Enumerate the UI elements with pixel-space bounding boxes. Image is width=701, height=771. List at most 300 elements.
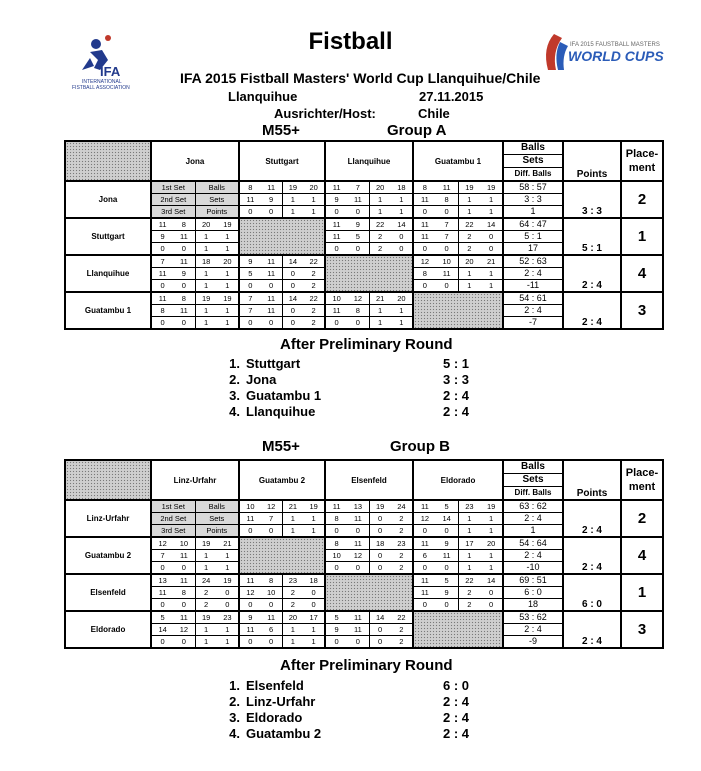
match-value: 20 xyxy=(397,294,406,303)
ranking-score: 3 : 3 xyxy=(442,372,469,387)
match-value: 14 xyxy=(288,257,298,266)
set-label-row xyxy=(152,513,238,525)
match-value: 0 xyxy=(311,600,316,609)
self-match-hatch xyxy=(413,611,503,648)
match-value: 1 xyxy=(290,514,295,523)
match-value: 22 xyxy=(397,613,406,622)
match-value: 19 xyxy=(201,613,211,622)
summary-balls: 64 : 47 xyxy=(504,219,562,231)
match-line xyxy=(240,182,324,194)
metric-label: Sets xyxy=(196,513,239,524)
match-line xyxy=(326,525,412,536)
host-label: Ausrichter/Host: xyxy=(274,106,376,121)
match-value: 2 xyxy=(311,269,316,278)
match-value: 0 xyxy=(160,600,165,609)
match-value: 0 xyxy=(173,562,195,573)
match-value: 1 xyxy=(204,232,209,241)
page-title: Fistball xyxy=(308,28,393,55)
match-line xyxy=(240,501,324,513)
column-header-team: Guatambu 1 xyxy=(413,141,503,181)
match-line xyxy=(152,293,238,305)
match-cell xyxy=(151,292,239,329)
match-value: 0 xyxy=(173,280,195,291)
match-cell xyxy=(151,574,239,611)
match-value: 10 xyxy=(332,294,341,303)
ranking-team: Elsenfeld xyxy=(246,678,304,693)
match-value: 21 xyxy=(223,539,232,548)
metric-label: Points xyxy=(196,525,239,536)
match-value: 5 xyxy=(347,231,369,242)
diff-balls-header: Diff. Balls xyxy=(514,488,552,497)
match-value: 12 xyxy=(173,624,195,635)
match-value: 22 xyxy=(309,257,318,266)
match-value: 2 xyxy=(467,244,472,253)
match-value: 2 xyxy=(467,600,472,609)
ranking-score: 6 : 0 xyxy=(442,678,469,693)
summary-cell xyxy=(503,574,563,611)
match-value: 0 xyxy=(311,588,316,597)
ranking-team: Linz-Urfahr xyxy=(246,694,316,709)
ranking-team: Stuttgart xyxy=(246,356,301,371)
ifa-logo-text: IFA xyxy=(100,64,121,79)
match-value: 23 xyxy=(288,576,298,585)
match-value: 22 xyxy=(465,576,474,585)
match-value: 1 xyxy=(311,195,316,204)
match-cell xyxy=(239,574,325,611)
match-value: 10 xyxy=(261,587,283,598)
group-b-after-round-title: After Preliminary Round xyxy=(280,657,453,674)
match-value: 2 xyxy=(399,625,404,634)
match-value: 0 xyxy=(290,318,295,327)
ranking-row xyxy=(214,694,486,710)
match-value: 5 xyxy=(436,501,459,512)
match-value: 1 xyxy=(204,625,209,634)
summary-diff: -11 xyxy=(526,280,540,290)
ranking-row xyxy=(214,356,486,372)
match-value: 1 xyxy=(489,281,494,290)
match-value: 0 xyxy=(248,526,253,535)
match-line xyxy=(152,280,238,291)
match-value: 10 xyxy=(436,256,459,267)
match-value: 1 xyxy=(378,318,383,327)
match-value: 1 xyxy=(467,207,472,216)
match-value: 14 xyxy=(436,513,459,524)
match-value: 1 xyxy=(489,514,494,523)
match-value: 1 xyxy=(225,637,230,646)
match-value: 14 xyxy=(158,625,167,634)
match-value: 0 xyxy=(160,637,165,646)
match-value: 0 xyxy=(248,600,253,609)
match-value: 0 xyxy=(436,562,459,573)
summary-sets: 2 : 4 xyxy=(504,305,562,317)
balls-sets-header xyxy=(503,460,563,500)
points-value: 2 : 4 xyxy=(563,255,621,292)
match-value: 11 xyxy=(420,576,429,585)
match-value: 18 xyxy=(397,183,406,192)
match-value: 1 xyxy=(467,269,472,278)
summary-balls: 53 : 62 xyxy=(504,612,562,624)
match-value: 11 xyxy=(261,305,283,316)
match-value: 1 xyxy=(225,281,230,290)
match-line xyxy=(414,525,502,536)
match-value: 1 xyxy=(399,318,404,327)
match-value: 1 xyxy=(290,526,295,535)
points-value: 3 : 3 xyxy=(563,181,621,218)
match-cell xyxy=(325,611,413,648)
match-value: 11 xyxy=(332,183,341,192)
summary-cell xyxy=(503,218,563,255)
match-value: 11 xyxy=(246,576,255,585)
points-value: 2 : 4 xyxy=(563,292,621,329)
match-line xyxy=(152,231,238,243)
group-a-category: M55+ xyxy=(262,122,300,139)
match-value: 20 xyxy=(201,220,211,229)
wc-logo-line2: WORLD CUPS xyxy=(568,48,664,64)
match-value: 0 xyxy=(436,243,459,254)
match-line xyxy=(240,599,324,610)
points-value: 6 : 0 xyxy=(563,574,621,611)
match-line xyxy=(240,317,324,328)
match-cell xyxy=(413,500,503,537)
match-line xyxy=(414,256,502,268)
match-value: 1 xyxy=(489,526,494,535)
match-value: 1 xyxy=(378,195,383,204)
match-value: 8 xyxy=(173,219,195,230)
match-value: 10 xyxy=(246,502,255,511)
match-cell xyxy=(325,181,413,218)
match-value: 1 xyxy=(399,195,404,204)
match-value: 1 xyxy=(204,637,209,646)
set-labels-cell xyxy=(151,500,239,537)
match-value: 0 xyxy=(248,637,253,646)
match-line xyxy=(152,587,238,599)
match-value: 7 xyxy=(347,182,369,193)
match-value: 0 xyxy=(160,563,165,572)
row-team-name: Elsenfeld xyxy=(65,574,151,611)
match-value: 0 xyxy=(422,526,427,535)
match-value: 0 xyxy=(261,280,283,291)
match-value: 0 xyxy=(378,551,383,560)
points-header: Points xyxy=(563,141,621,181)
match-value: 2 xyxy=(399,526,404,535)
match-value: 24 xyxy=(201,576,211,585)
match-value: 11 xyxy=(158,269,167,278)
match-value: 18 xyxy=(201,257,211,266)
match-value: 0 xyxy=(489,244,494,253)
summary-sets: 2 : 4 xyxy=(504,513,562,525)
match-line xyxy=(414,268,502,280)
group-b-category: M55+ xyxy=(262,438,300,455)
match-value: 10 xyxy=(173,538,195,549)
match-cell xyxy=(413,218,503,255)
match-value: 21 xyxy=(375,294,385,303)
match-value: 0 xyxy=(334,244,339,253)
match-value: 0 xyxy=(378,637,383,646)
wc-logo-line1: IFA 2015 FAUSTBALL MASTERS xyxy=(570,42,660,48)
match-value: 0 xyxy=(225,588,230,597)
column-header-team: Stuttgart xyxy=(239,141,325,181)
match-value: 0 xyxy=(489,588,494,597)
match-line xyxy=(326,206,412,217)
match-value: 1 xyxy=(311,625,316,634)
match-value: 1 xyxy=(225,563,230,572)
set-label-row xyxy=(152,182,238,194)
match-value: 1 xyxy=(489,563,494,572)
self-match-hatch xyxy=(239,537,325,574)
match-value: 1 xyxy=(225,625,230,634)
match-value: 11 xyxy=(332,232,341,241)
match-value: 0 xyxy=(334,318,339,327)
match-value: 22 xyxy=(465,220,474,229)
results-grid xyxy=(64,140,664,330)
match-value: 11 xyxy=(173,612,195,623)
match-value: 11 xyxy=(436,550,459,561)
match-value: 7 xyxy=(160,257,165,266)
match-line xyxy=(326,636,412,647)
set-label: 2nd Set xyxy=(152,513,196,524)
match-value: 0 xyxy=(160,318,165,327)
summary-cell xyxy=(503,537,563,574)
match-value: 23 xyxy=(223,613,232,622)
match-cell xyxy=(413,181,503,218)
match-value: 0 xyxy=(160,244,165,253)
self-match-hatch xyxy=(413,292,503,329)
match-line xyxy=(152,243,238,254)
match-line xyxy=(326,538,412,550)
set-label-row xyxy=(152,501,238,513)
match-line xyxy=(240,612,324,624)
summary-balls: 54 : 64 xyxy=(504,538,562,550)
match-value: 11 xyxy=(173,550,195,561)
placement-header: Place-ment xyxy=(621,141,663,181)
match-cell xyxy=(239,292,325,329)
match-value: 9 xyxy=(160,232,165,241)
match-value: 1 xyxy=(467,526,472,535)
set-label-row xyxy=(152,194,238,206)
summary-cell xyxy=(503,500,563,537)
match-line xyxy=(240,305,324,317)
match-line xyxy=(326,317,412,328)
match-value: 19 xyxy=(486,502,496,511)
match-line xyxy=(240,194,324,206)
match-value: 2 xyxy=(290,600,295,609)
match-value: 1 xyxy=(225,232,230,241)
match-value: 11 xyxy=(420,232,429,241)
match-line xyxy=(240,206,324,217)
match-value: 2 xyxy=(311,318,316,327)
match-value: 17 xyxy=(309,613,318,622)
match-value: 11 xyxy=(420,539,429,548)
match-line xyxy=(326,293,412,305)
match-line xyxy=(414,280,502,291)
sets-header: Sets xyxy=(504,155,562,168)
column-header-team: Eldorado xyxy=(413,460,503,500)
column-header-team: Jona xyxy=(151,141,239,181)
column-header-team: Elsenfeld xyxy=(325,460,413,500)
match-value: 11 xyxy=(332,220,341,229)
placement-value: 2 xyxy=(621,500,663,537)
match-value: 0 xyxy=(347,636,369,647)
match-value: 11 xyxy=(347,513,369,524)
match-value: 7 xyxy=(160,551,165,560)
match-line xyxy=(152,599,238,610)
match-line xyxy=(326,612,412,624)
metric-label: Balls xyxy=(196,501,239,512)
match-value: 2 xyxy=(467,588,472,597)
match-value: 8 xyxy=(422,183,427,192)
match-value: 1 xyxy=(399,207,404,216)
match-value: 2 xyxy=(204,588,209,597)
match-line xyxy=(240,513,324,525)
ifa-logo-sub1: INTERNATIONAL xyxy=(82,79,122,85)
match-value: 19 xyxy=(375,502,385,511)
match-value: 1 xyxy=(204,269,209,278)
match-value: 11 xyxy=(347,538,369,549)
match-line xyxy=(240,268,324,280)
ranking-team: Guatambu 1 xyxy=(246,388,322,403)
location: Llanquihue xyxy=(228,89,298,104)
summary-balls: 58 : 57 xyxy=(504,182,562,194)
match-value: 20 xyxy=(375,183,385,192)
metric-label: Sets xyxy=(196,194,239,205)
match-value: 6 xyxy=(261,624,283,635)
match-line xyxy=(414,550,502,562)
match-line xyxy=(326,182,412,194)
match-line xyxy=(152,636,238,647)
match-value: 7 xyxy=(261,513,283,524)
match-value: 11 xyxy=(332,306,341,315)
match-value: 18 xyxy=(375,539,385,548)
match-value: 1 xyxy=(399,306,404,315)
match-value: 12 xyxy=(347,550,369,561)
match-value: 8 xyxy=(347,305,369,316)
match-value: 22 xyxy=(309,294,318,303)
match-value: 8 xyxy=(173,293,195,304)
match-value: 11 xyxy=(173,305,195,316)
results-grid xyxy=(64,459,664,649)
summary-balls: 54 : 61 xyxy=(504,293,562,305)
match-value: 17 xyxy=(465,539,474,548)
match-value: 11 xyxy=(347,194,369,205)
match-value: 23 xyxy=(465,502,474,511)
placement-value: 3 xyxy=(621,292,663,329)
match-value: 0 xyxy=(399,232,404,241)
match-value: 1 xyxy=(489,551,494,560)
match-value: 1 xyxy=(204,244,209,253)
match-line xyxy=(152,538,238,550)
match-line xyxy=(414,513,502,525)
match-value: 1 xyxy=(225,306,230,315)
group-b-ranking xyxy=(214,678,486,742)
ranking-number: 3. xyxy=(229,710,240,725)
match-cell xyxy=(325,218,413,255)
match-line xyxy=(414,194,502,206)
summary-diff: -7 xyxy=(528,317,537,327)
date: 27.11.2015 xyxy=(419,89,484,104)
summary-balls: 63 : 62 xyxy=(504,501,562,513)
match-line xyxy=(152,624,238,636)
match-line xyxy=(326,243,412,254)
match-value: 0 xyxy=(436,206,459,217)
match-value: 11 xyxy=(158,588,167,597)
ranking-team: Eldorado xyxy=(246,710,303,725)
match-value: 11 xyxy=(173,256,195,267)
match-line xyxy=(414,182,502,194)
match-line xyxy=(152,562,238,573)
match-value: 21 xyxy=(486,257,496,266)
match-value: 0 xyxy=(225,600,230,609)
match-value: 0 xyxy=(290,281,295,290)
match-value: 1 xyxy=(467,281,472,290)
match-value: 19 xyxy=(309,502,318,511)
summary-sets: 2 : 4 xyxy=(504,624,562,636)
match-line xyxy=(414,501,502,513)
diff-balls-header: Diff. Balls xyxy=(514,169,552,178)
match-value: 1 xyxy=(290,637,295,646)
match-value: 0 xyxy=(248,318,253,327)
match-value: 0 xyxy=(399,244,404,253)
match-value: 11 xyxy=(246,195,255,204)
ranking-row xyxy=(214,404,486,420)
match-line xyxy=(240,624,324,636)
placement-header: Place-ment xyxy=(621,460,663,500)
row-team-name: Stuttgart xyxy=(65,218,151,255)
summary-cell xyxy=(503,292,563,329)
match-value: 2 xyxy=(204,600,209,609)
match-value: 19 xyxy=(201,539,211,548)
match-value: 9 xyxy=(436,587,459,598)
summary-balls: 69 : 51 xyxy=(504,575,562,587)
match-line xyxy=(152,256,238,268)
ranking-score: 2 : 4 xyxy=(442,388,469,403)
summary-sets: 2 : 4 xyxy=(504,550,562,562)
ranking-number: 1. xyxy=(229,356,240,371)
match-value: 0 xyxy=(422,244,427,253)
match-value: 1 xyxy=(225,244,230,253)
match-cell xyxy=(239,181,325,218)
match-value: 0 xyxy=(422,207,427,216)
summary-diff: 18 xyxy=(527,599,538,609)
match-value: 11 xyxy=(347,624,369,635)
ranking-score: 5 : 1 xyxy=(442,356,469,371)
match-cell xyxy=(239,500,325,537)
match-line xyxy=(414,575,502,587)
match-value: 1 xyxy=(204,318,209,327)
match-value: 1 xyxy=(225,551,230,560)
match-value: 2 xyxy=(399,514,404,523)
ranking-score: 2 : 4 xyxy=(442,726,469,741)
match-value: 1 xyxy=(311,514,316,523)
group-a-after-round-title: After Preliminary Round xyxy=(280,336,453,353)
summary-balls: 52 : 63 xyxy=(504,256,562,268)
match-line xyxy=(326,513,412,525)
match-line xyxy=(152,612,238,624)
match-line xyxy=(240,575,324,587)
self-match-hatch xyxy=(239,218,325,255)
match-value: 6 xyxy=(422,551,427,560)
match-value: 0 xyxy=(378,563,383,572)
match-value: 9 xyxy=(248,613,253,622)
match-value: 1 xyxy=(467,195,472,204)
host-value: Chile xyxy=(418,106,450,121)
corner-hatch xyxy=(65,141,151,181)
match-value: 10 xyxy=(332,551,341,560)
match-value: 0 xyxy=(489,600,494,609)
ranking-row xyxy=(214,372,486,388)
match-line xyxy=(414,538,502,550)
ranking-row xyxy=(214,388,486,404)
match-value: 11 xyxy=(158,294,167,303)
